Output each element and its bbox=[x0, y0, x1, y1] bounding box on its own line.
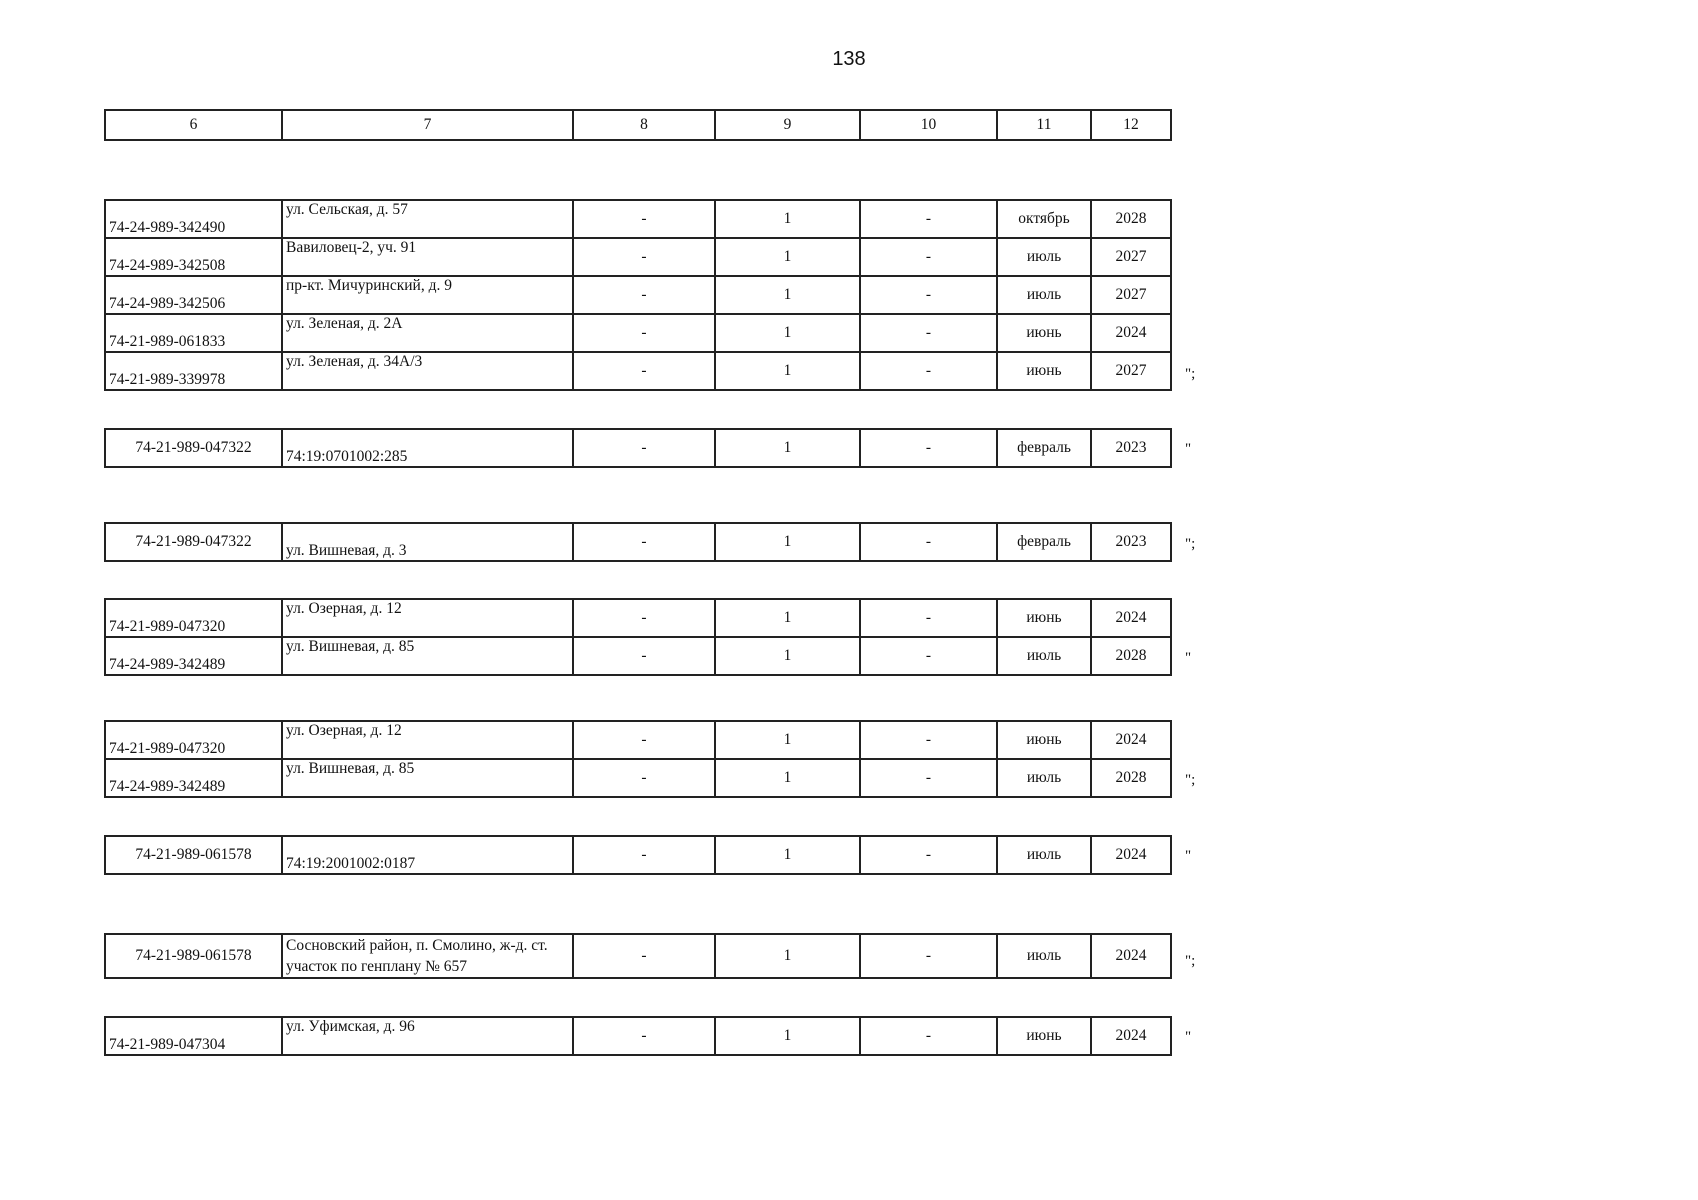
closing-quote-mark: " bbox=[1185, 1029, 1192, 1045]
closing-quote-mark: "; bbox=[1185, 772, 1196, 788]
header-col-10: 10 bbox=[860, 110, 997, 140]
year-cell: 2023 bbox=[1091, 523, 1171, 561]
col-8-cell: - bbox=[573, 200, 715, 238]
address-cell: Сосновский район, п. Смолино, ж-д. ст. участок по генплану № 657 bbox=[282, 934, 573, 978]
col-9-cell: 1 bbox=[715, 523, 860, 561]
table-row bbox=[105, 721, 1171, 759]
month-cell: июль bbox=[997, 934, 1091, 978]
year-cell: 2024 bbox=[1091, 934, 1171, 978]
month-cell: июнь bbox=[997, 599, 1091, 637]
month-cell: июнь bbox=[997, 352, 1091, 390]
closing-quote-mark: " bbox=[1185, 650, 1192, 666]
year-cell: 2028 bbox=[1091, 637, 1171, 675]
table-row bbox=[105, 523, 1171, 561]
closing-quote-mark: "; bbox=[1185, 366, 1196, 382]
table-row bbox=[105, 429, 1171, 467]
col-8-cell: - bbox=[573, 637, 715, 675]
year-cell: 2027 bbox=[1091, 276, 1171, 314]
closing-quote-mark: "; bbox=[1185, 536, 1196, 552]
col-9-cell: 1 bbox=[715, 429, 860, 467]
year-cell: 2024 bbox=[1091, 836, 1171, 874]
page-number: 138 bbox=[832, 48, 866, 70]
table-row bbox=[105, 934, 1171, 978]
year-cell: 2024 bbox=[1091, 314, 1171, 352]
table-row bbox=[105, 314, 1171, 352]
table-row bbox=[105, 637, 1171, 675]
col-9-cell: 1 bbox=[715, 836, 860, 874]
month-cell: февраль bbox=[997, 523, 1091, 561]
header-col-12: 12 bbox=[1091, 110, 1171, 140]
col-8-cell: - bbox=[573, 429, 715, 467]
col-8-cell: - bbox=[573, 1017, 715, 1055]
header-col-8: 8 bbox=[573, 110, 715, 140]
address-cell: ул. Зеленая, д. 2А bbox=[282, 314, 573, 352]
year-cell: 2023 bbox=[1091, 429, 1171, 467]
year-cell: 2024 bbox=[1091, 1017, 1171, 1055]
object-code-cell: 74-21-989-339978 bbox=[105, 352, 282, 390]
address-cell: ул. Зеленая, д. 34А/3 bbox=[282, 352, 573, 390]
col-10-cell: - bbox=[860, 352, 997, 390]
header-col-9: 9 bbox=[715, 110, 860, 140]
address-cell: ул. Сельская, д. 57 bbox=[282, 200, 573, 238]
object-code-cell: 74-21-989-061578 bbox=[105, 934, 282, 978]
header-row bbox=[105, 110, 1171, 140]
data-block-5 bbox=[104, 720, 1172, 798]
object-code-cell: 74-24-989-342508 bbox=[105, 238, 282, 276]
col-9-cell: 1 bbox=[715, 934, 860, 978]
closing-quote-mark: " bbox=[1185, 441, 1192, 457]
col-10-cell: - bbox=[860, 314, 997, 352]
data-block-1 bbox=[104, 199, 1172, 391]
col-10-cell: - bbox=[860, 934, 997, 978]
col-8-cell: - bbox=[573, 276, 715, 314]
closing-quote-mark: " bbox=[1185, 848, 1192, 864]
col-10-cell: - bbox=[860, 637, 997, 675]
header-col-7: 7 bbox=[282, 110, 573, 140]
address-cell: 74:19:0701002:285 bbox=[282, 429, 573, 467]
month-cell: июль bbox=[997, 836, 1091, 874]
object-code-cell: 74-21-989-061833 bbox=[105, 314, 282, 352]
year-cell: 2027 bbox=[1091, 352, 1171, 390]
address-cell: ул. Вишневая, д. 3 bbox=[282, 523, 573, 561]
year-cell: 2024 bbox=[1091, 721, 1171, 759]
year-cell: 2027 bbox=[1091, 238, 1171, 276]
year-cell: 2028 bbox=[1091, 759, 1171, 797]
table-row bbox=[105, 238, 1171, 276]
col-9-cell: 1 bbox=[715, 314, 860, 352]
month-cell: июнь bbox=[997, 314, 1091, 352]
col-8-cell: - bbox=[573, 352, 715, 390]
col-9-cell: 1 bbox=[715, 200, 860, 238]
address-cell: ул. Вишневая, д. 85 bbox=[282, 637, 573, 675]
address-cell: Вавиловец-2, уч. 91 bbox=[282, 238, 573, 276]
object-code-cell: 74-24-989-342506 bbox=[105, 276, 282, 314]
month-cell: июнь bbox=[997, 721, 1091, 759]
col-8-cell: - bbox=[573, 759, 715, 797]
address-cell: 74:19:2001002:0187 bbox=[282, 836, 573, 874]
col-10-cell: - bbox=[860, 599, 997, 637]
table-row bbox=[105, 200, 1171, 238]
table-row bbox=[105, 1017, 1171, 1055]
data-block-3 bbox=[104, 522, 1172, 562]
table-row bbox=[105, 759, 1171, 797]
object-code-cell: 74-21-989-047322 bbox=[105, 429, 282, 467]
object-code-cell: 74-24-989-342490 bbox=[105, 200, 282, 238]
object-code-cell: 74-24-989-342489 bbox=[105, 637, 282, 675]
month-cell: июль bbox=[997, 276, 1091, 314]
column-number-header bbox=[104, 109, 1172, 141]
col-8-cell: - bbox=[573, 314, 715, 352]
col-9-cell: 1 bbox=[715, 238, 860, 276]
month-cell: июнь bbox=[997, 1017, 1091, 1055]
col-8-cell: - bbox=[573, 238, 715, 276]
table-row bbox=[105, 599, 1171, 637]
object-code-cell: 74-21-989-047322 bbox=[105, 523, 282, 561]
header-col-11: 11 bbox=[997, 110, 1091, 140]
col-9-cell: 1 bbox=[715, 599, 860, 637]
address-cell: ул. Озерная, д. 12 bbox=[282, 599, 573, 637]
col-8-cell: - bbox=[573, 721, 715, 759]
month-cell: февраль bbox=[997, 429, 1091, 467]
col-9-cell: 1 bbox=[715, 721, 860, 759]
col-10-cell: - bbox=[860, 1017, 997, 1055]
object-code-cell: 74-21-989-047320 bbox=[105, 599, 282, 637]
col-9-cell: 1 bbox=[715, 637, 860, 675]
col-9-cell: 1 bbox=[715, 759, 860, 797]
col-10-cell: - bbox=[860, 721, 997, 759]
address-cell: пр-кт. Мичуринский, д. 9 bbox=[282, 276, 573, 314]
col-10-cell: - bbox=[860, 200, 997, 238]
col-10-cell: - bbox=[860, 276, 997, 314]
col-8-cell: - bbox=[573, 523, 715, 561]
col-9-cell: 1 bbox=[715, 1017, 860, 1055]
month-cell: июль bbox=[997, 759, 1091, 797]
data-block-4 bbox=[104, 598, 1172, 676]
col-10-cell: - bbox=[860, 523, 997, 561]
object-code-cell: 74-21-989-047320 bbox=[105, 721, 282, 759]
col-9-cell: 1 bbox=[715, 276, 860, 314]
col-10-cell: - bbox=[860, 836, 997, 874]
col-10-cell: - bbox=[860, 238, 997, 276]
data-block-8 bbox=[104, 1016, 1172, 1056]
object-code-cell: 74-24-989-342489 bbox=[105, 759, 282, 797]
col-8-cell: - bbox=[573, 836, 715, 874]
col-10-cell: - bbox=[860, 759, 997, 797]
data-block-2 bbox=[104, 428, 1172, 468]
data-block-6 bbox=[104, 835, 1172, 875]
year-cell: 2024 bbox=[1091, 599, 1171, 637]
month-cell: октябрь bbox=[997, 200, 1091, 238]
header-col-6: 6 bbox=[105, 110, 282, 140]
data-block-7 bbox=[104, 933, 1172, 979]
address-cell: ул. Вишневая, д. 85 bbox=[282, 759, 573, 797]
address-cell: ул. Уфимская, д. 96 bbox=[282, 1017, 573, 1055]
table-row bbox=[105, 276, 1171, 314]
month-cell: июль bbox=[997, 238, 1091, 276]
month-cell: июль bbox=[997, 637, 1091, 675]
object-code-cell: 74-21-989-047304 bbox=[105, 1017, 282, 1055]
object-code-cell: 74-21-989-061578 bbox=[105, 836, 282, 874]
table-row bbox=[105, 836, 1171, 874]
col-9-cell: 1 bbox=[715, 352, 860, 390]
address-cell: ул. Озерная, д. 12 bbox=[282, 721, 573, 759]
col-8-cell: - bbox=[573, 934, 715, 978]
col-10-cell: - bbox=[860, 429, 997, 467]
col-8-cell: - bbox=[573, 599, 715, 637]
closing-quote-mark: "; bbox=[1185, 953, 1196, 969]
year-cell: 2028 bbox=[1091, 200, 1171, 238]
table-row bbox=[105, 352, 1171, 390]
